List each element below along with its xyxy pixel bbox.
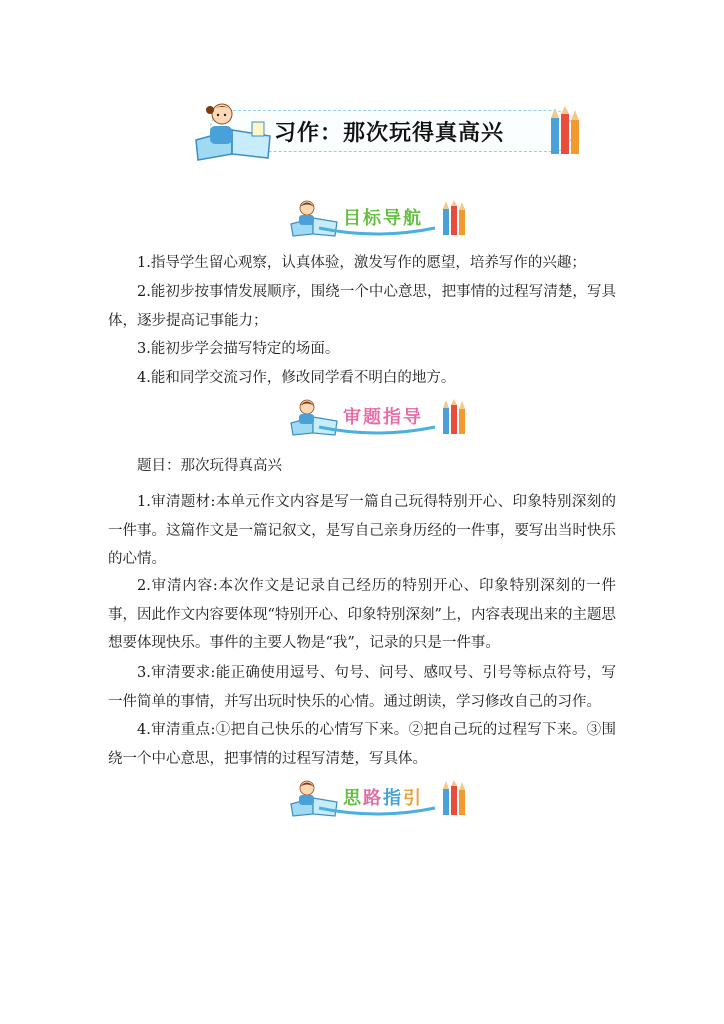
section-title: 审题指导 (343, 407, 423, 428)
pencils-icon (548, 106, 584, 156)
section-title: 目标导航 (343, 208, 423, 229)
section-header-goals (287, 198, 467, 244)
pencils-icon (441, 399, 467, 435)
goal-item: 4.能和同学交流习作，修改同学看不明白的地方。 (137, 370, 456, 386)
analysis-item: 1.审清题材:本单元作文内容是写一篇自己玩得特别开心、印象特别深刻的一件事。这篇作文是一篇记叙文，是写自己亲身历经的一件事，要写出当时快乐的心情。 (108, 494, 616, 567)
pencils-icon (441, 200, 467, 236)
analysis-item: 4.审清重点:①把自己快乐的心情写下来。②把自己玩的过程写下来。③围绕一个中心意思，把事情的过程写清楚，写具体。 (108, 722, 616, 767)
pencils-icon (441, 780, 467, 816)
section-header-analysis (287, 397, 467, 443)
document-title: 习作：那次玩得真高兴 (274, 121, 505, 146)
analysis-item: 3.审清要求:能正确使用逗号、句号、问号、感叹号、引号等标点符号，写一件简单的事情，并写出玩时快乐的心情。通过朗读，学习修改自己的习作。 (108, 665, 616, 710)
section-title: 思路指引 (343, 788, 423, 809)
girl-reading-book-icon (192, 100, 278, 162)
analysis-item: 2.审清内容:本次作文是记录自己经历的特别开心、印象特别深刻的一件事，因此作文内容要体现“特别开心、印象特别深刻”上，内容表现出来的主题思想要体现快乐。事件的主要人物是“我”，记录的只是一件事。 (108, 578, 616, 651)
goal-item: 2.能初步按事情发展顺序，围绕一个中心意思，把事情的过程写清楚，写具体，逐步提高记事能力； (108, 284, 616, 329)
title-banner (192, 100, 584, 162)
section-header-ideas (287, 778, 467, 824)
topic-line: 题目：那次玩得真高兴 (137, 458, 282, 474)
goal-item: 3.能初步学会描写特定的场面。 (137, 341, 340, 357)
goal-item: 1.指导学生留心观察，认真体验，激发写作的愿望，培养写作的兴趣； (137, 255, 586, 271)
